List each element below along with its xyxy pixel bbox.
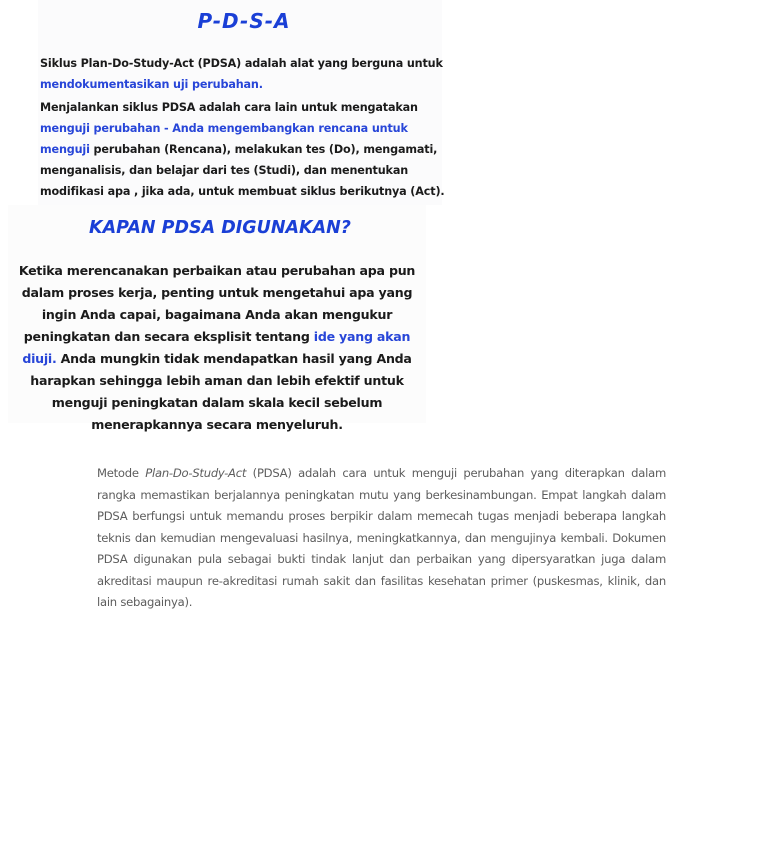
pdsa-intro (40, 53, 450, 202)
article-text-italic: Plan-Do-Study-Act (145, 466, 247, 480)
intro-paragraph-1 (40, 53, 450, 95)
when-heading: KAPAN PDSA DIGUNAKAN? (89, 218, 351, 238)
when-text-start: Ketika merencanakan perbaikan atau perubahan apa pun dalam proses kerja, penting untuk mengetahui apa yang ingin Anda capai, bagaimana Anda akan mengukur peningkatan dan secara eksplisit tentang (18, 263, 416, 344)
intro-p1-highlight: mendokumentasikan uji perubahan. (40, 78, 263, 91)
intro-p2-text-start: Menjalankan siklus PDSA adalah cara lain untuk mengatakan (40, 101, 418, 114)
when-highlight: ide yang akan diuji. (22, 329, 411, 366)
intro-p2-text-end: perubahan (Rencana), melakukan tes (Do), mengamati, menganalisis, dan belajar dari tes (Studi), dan menentukan modifikasi apa , jika ada, untuk membuat siklus berikutnya (Act). (40, 143, 445, 198)
article-text-end: (PDSA) adalah cara untuk menguji perubahan yang diterapkan dalam rangka memastikan berjalannya peningkatan mutu yang berkesinambungan. Empat langkah dalam PDSA berfungsi untuk memandu proses berpikir dalam memecah tugas menjadi beberapa langkah teknis dan kemudian mengevaluasi hasilnya, meningkatkannya, dan mengujinya kembali. Dokumen PDSA digunakan pula sebagai bukti tindak lanjut dan perbaikan yang dipersyaratkan juga dalam akreditasi maupun re-akreditasi rumah sakit dan fasilitas kesehatan primer (puskesmas, klinik, dan lain sebagainya). (97, 466, 666, 609)
article-text-start: Metode (97, 466, 146, 480)
intro-p1-text: Siklus Plan-Do-Study-Act (PDSA) adalah alat yang berguna untuk (40, 57, 443, 70)
intro-p2-highlight: menguji perubahan - Anda mengembangkan rencana untuk menguji (40, 122, 408, 156)
when-text-end: Anda mungkin tidak mendapatkan hasil yang Anda harapkan sehingga lebih aman dan lebih efektif untuk menguji peningkatan dalam skala kecil sebelum menerapkannya secara menyeluruh. (30, 351, 412, 432)
when-paragraph (10, 260, 424, 436)
article-paragraph (97, 463, 666, 614)
infographic-title: P-D-S-A (197, 9, 291, 33)
intro-paragraph-2 (40, 97, 450, 202)
